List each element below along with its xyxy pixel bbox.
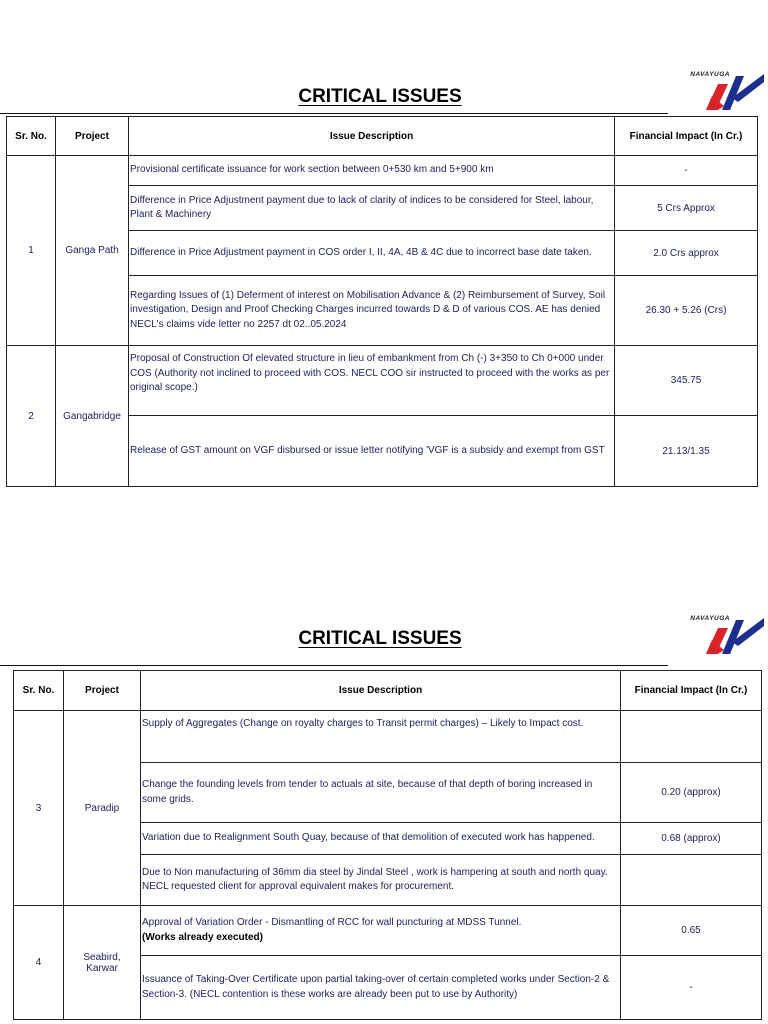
issue-description: Proposal of Construction Of elevated structure in lieu of embankment from Ch (-) 3+350 to Ch 0+000 under COS (Authority not inclined to proceed with COS. NECL COO sir instructed to proceed with the works as per original scope.) [129, 346, 615, 416]
issue-description: Regarding Issues of (1) Deferment of interest on Mobilisation Advance & (2) Reimbursement of Survey, Soil investigation, Design and Proof Checking Charges incurred towards D & D of various COS. AE has denied NECL's claims vide letter no 2257 dt 02..05.2024 [129, 276, 615, 346]
financial-impact: 345.75 [615, 346, 758, 416]
financial-impact: 0.65 [621, 906, 762, 956]
financial-impact [621, 855, 762, 906]
logo-icon [666, 62, 766, 120]
header-financial-impact: Financial Impact (In Cr.) [621, 671, 762, 711]
page-title: CRITICAL ISSUES [298, 86, 462, 107]
financial-impact [621, 711, 762, 763]
issue-description: Due to Non manufacturing of 36mm dia steel by Jindal Steel , work is hampering at south and north quay. NECL requested client for approval equivalent makes for procurement. [141, 855, 621, 906]
sr-no-cell: 2 [7, 346, 56, 487]
logo-text: NAVAYUGA [690, 71, 730, 78]
table-row [7, 346, 758, 416]
navayuga-logo [666, 606, 766, 664]
table-row [14, 906, 762, 956]
header-project: Project [56, 117, 129, 156]
issue-description-note: (Works already executed) [142, 931, 263, 943]
issue-description: Difference in Price Adjustment payment in COS order I, II, 4A, 4B & 4C due to incorrect base date taken. [129, 231, 615, 276]
financial-impact: 5 Crs Approx [615, 186, 758, 231]
financial-impact: - [621, 956, 762, 1020]
project-cell: Ganga Path [56, 156, 129, 346]
issue-description: Supply of Aggregates (Change on royalty charges to Transit permit charges) – Likely to Impact cost. [141, 711, 621, 763]
issues-table [13, 670, 762, 1020]
project-name-line-1: Seabird, [83, 951, 121, 963]
project-cell: Gangabridge [56, 346, 129, 487]
issue-description [141, 906, 621, 956]
issue-description: Change the founding levels from tender to actuals at site, because of that depth of boring increased in some grids. [141, 763, 621, 823]
header-sr-no: Sr. No. [14, 671, 64, 711]
financial-impact: 21.13/1.35 [615, 416, 758, 487]
sr-no-cell: 1 [7, 156, 56, 346]
slide-1 [0, 0, 768, 510]
financial-impact: 0.20 (approx) [621, 763, 762, 823]
header-rule [0, 665, 668, 666]
sr-no-cell: 3 [14, 711, 64, 906]
sr-no-cell: 4 [14, 906, 64, 1020]
issue-description: Issuance of Taking-Over Certificate upon partial taking-over of certain completed works under Section-2 & Section-3. (NECL contention is these works are already been put to use by Authority) [141, 956, 621, 1020]
header-sr-no: Sr. No. [7, 117, 56, 156]
issue-description: Release of GST amount on VGF disbursed or issue letter notifying 'VGF is a subsidy and exempt from GST [129, 416, 615, 487]
financial-impact: - [615, 156, 758, 186]
issue-description: Variation due to Realignment South Quay, because of that demolition of executed work has happened. [141, 823, 621, 855]
financial-impact: 26.30 + 5.26 (Crs) [615, 276, 758, 346]
slide-2 [0, 548, 768, 1024]
project-cell: Paradip [64, 711, 141, 906]
table-header-row [14, 671, 762, 711]
project-name-line-2: Karwar [86, 962, 118, 974]
issue-description: Provisional certificate issuance for work section between 0+530 km and 5+900 km [129, 156, 615, 186]
page-title: CRITICAL ISSUES [298, 628, 462, 649]
financial-impact: 2.0 Crs approx [615, 231, 758, 276]
header-issue-description: Issue Description [129, 117, 615, 156]
logo-text: NAVAYUGA [690, 615, 730, 622]
header-issue-description: Issue Description [141, 671, 621, 711]
issue-description: Difference in Price Adjustment payment due to lack of clarity of indices to be considered for Steel, labour, Plant & Machinery [129, 186, 615, 231]
table-row [14, 711, 762, 763]
navayuga-logo [666, 62, 766, 120]
table-header-row [7, 117, 758, 156]
logo-icon [666, 606, 766, 664]
project-cell [64, 906, 141, 1020]
header-financial-impact: Financial Impact (In Cr.) [615, 117, 758, 156]
issues-table [6, 116, 758, 487]
financial-impact: 0.68 (approx) [621, 823, 762, 855]
header-rule [0, 113, 668, 114]
table-row [7, 156, 758, 186]
header-project: Project [64, 671, 141, 711]
issue-description-text: Approval of Variation Order - Dismantling of RCC for wall puncturing at MDSS Tunnel. [142, 917, 522, 928]
